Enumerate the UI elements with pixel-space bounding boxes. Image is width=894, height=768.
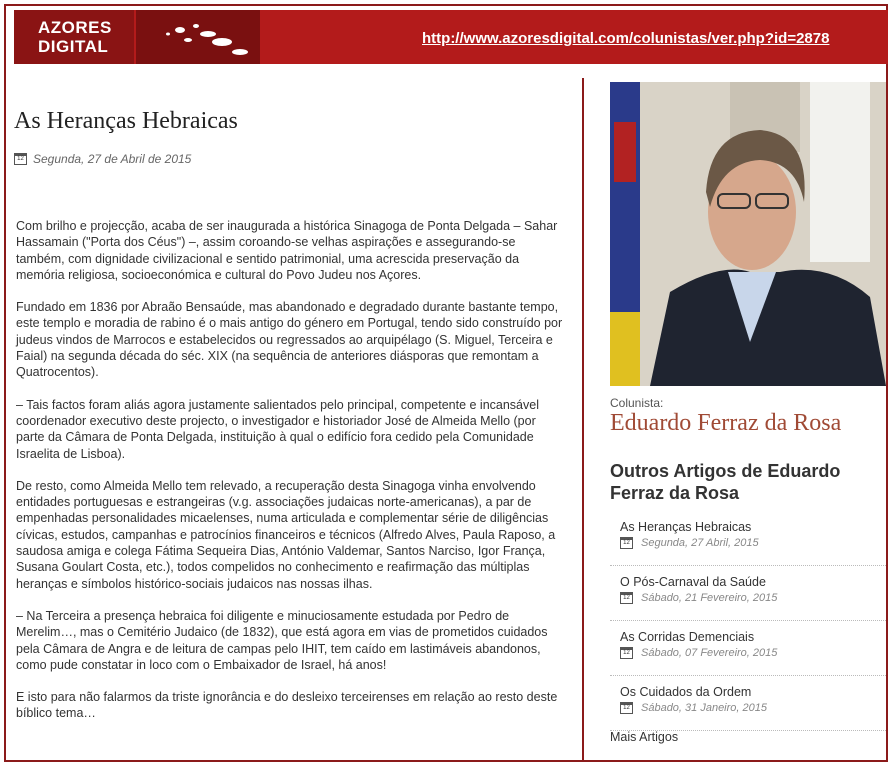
column-divider <box>582 78 584 762</box>
page-url-link[interactable]: http://www.azoresdigital.com/colunistas/ver.php?id=2878 <box>422 30 830 47</box>
site-header <box>14 10 888 64</box>
article-title: As Heranças Hebraicas <box>14 108 238 134</box>
columnist-name[interactable]: Eduardo Ferraz da Rosa <box>610 410 842 436</box>
list-item-date: Sábado, 21 Fevereiro, 2015 <box>641 592 778 604</box>
list-item[interactable] <box>610 567 886 621</box>
calendar-icon: 12 <box>620 647 633 659</box>
calendar-icon: 12 <box>14 153 27 165</box>
azores-map-logo <box>136 10 260 64</box>
list-item-title[interactable]: As Corridas Demenciais <box>620 630 755 644</box>
article-paragraph: Fundado em 1836 por Abraão Bensaúde, mas abandonado e degradado durante bastante tempo, este templo e moradia de rabino é o mais antigo do género em Portugal, tendo sido construído por judeus vindos de Marrocos e estabelecidos ou regressados ao arquipélago (S. Miguel, Terceira e Faial) na segunda década do séc. XIX (na sequência de anteriores diásporas que remontam a Quatrocentos). <box>16 300 563 380</box>
article-paragraph: E isto para não falarmos da triste ignorância e do desleixo terceirenses em relação ao resto deste bíblico tema… <box>16 690 558 721</box>
portrait-image <box>610 82 886 386</box>
article-paragraph: De resto, como Almeida Mello tem relevado, a recuperação desta Sinagoga vinha envolvendo entidades portuguesas e estrangeiras (v.g. associações judaicas norte-americanas), a par de empenhadas personalidades micaelenses, numa articulada e complementar série de diligências cívicas, estudos, campanhas e patrocínios financeiros e técnicos (Alfredo Alves, Paula Raposo, a saudosa amiga e colega Fátima Sequeira Dias, António Valdemar, Santos Narciso, Igor França, Susana Goulart Costa, etc.), todos compelidos no conhecimento e reafirmação das múltiplas heranças e símbolos histórico-sociais judaicos nas nossas ilhas. <box>16 478 556 591</box>
article-date: 12 Segunda, 27 de Abril de 2015 <box>14 152 191 166</box>
article-paragraph: – Na Terceira a presença hebraica foi diligente e minuciosamente estudada por Pedro de Merelim…, mas o Cemitério Judaico (de 1832), que está agora em vias de prometidos cuidados pela Câmara de Angra e de leitura de campas pelo IHIT, tem caído em lastimáveis abandonos, como pude constatar in loco com o Embaixador de Israel, há anos! <box>16 608 548 672</box>
article-paragraph: – Tais factos foram aliás agora justamente salientados pelo principal, competente e incansável coordenador executivo deste projecto, o investigador e historiador José de Almeida Mello (por parte da Câmara de Ponta Delgada, instituição à qual o edifício fora cedido pela Comunidade Israelita de Lisboa). <box>16 397 539 461</box>
list-item[interactable] <box>610 677 886 731</box>
article-paragraph: Com brilho e projecção, acaba de ser inaugurada a histórica Sinagoga de Ponta Delgada – Sahar Hassamain ("Porta dos Céus") –, assim coroando-se velhas aspirações e assegurando-se também, com dignidade civilizacional e sentido patrimonial, uma acrescida preservação da memória religiosa, socioeconómica e cultural do Povo Judeu nos Açores. <box>16 219 558 282</box>
list-item-date: Sábado, 31 Janeiro, 2015 <box>641 702 767 714</box>
site-logo[interactable]: AZORES DIGITAL <box>14 10 134 64</box>
calendar-icon: 12 <box>620 702 633 714</box>
calendar-icon: 12 <box>620 592 633 604</box>
other-articles-list <box>610 512 886 732</box>
list-item-title[interactable]: Os Cuidados da Ordem <box>620 685 752 699</box>
list-item-date: Segunda, 27 Abril, 2015 <box>641 537 759 549</box>
list-item-date: Sábado, 07 Fevereiro, 2015 <box>641 647 778 659</box>
list-item-title[interactable]: As Heranças Hebraicas <box>620 520 752 534</box>
other-articles-heading: Outros Artigos de Eduardo Ferraz da Rosa <box>610 461 841 503</box>
more-articles-link[interactable]: Mais Artigos <box>610 730 679 744</box>
list-item[interactable] <box>610 622 886 676</box>
islands-icon <box>136 10 260 64</box>
columnist-label: Colunista: <box>610 396 664 410</box>
article-body <box>16 218 564 738</box>
list-item-title[interactable]: O Pós-Carnaval da Saúde <box>620 575 766 589</box>
calendar-icon: 12 <box>620 537 633 549</box>
list-item[interactable] <box>610 512 886 566</box>
columnist-photo <box>610 82 886 386</box>
